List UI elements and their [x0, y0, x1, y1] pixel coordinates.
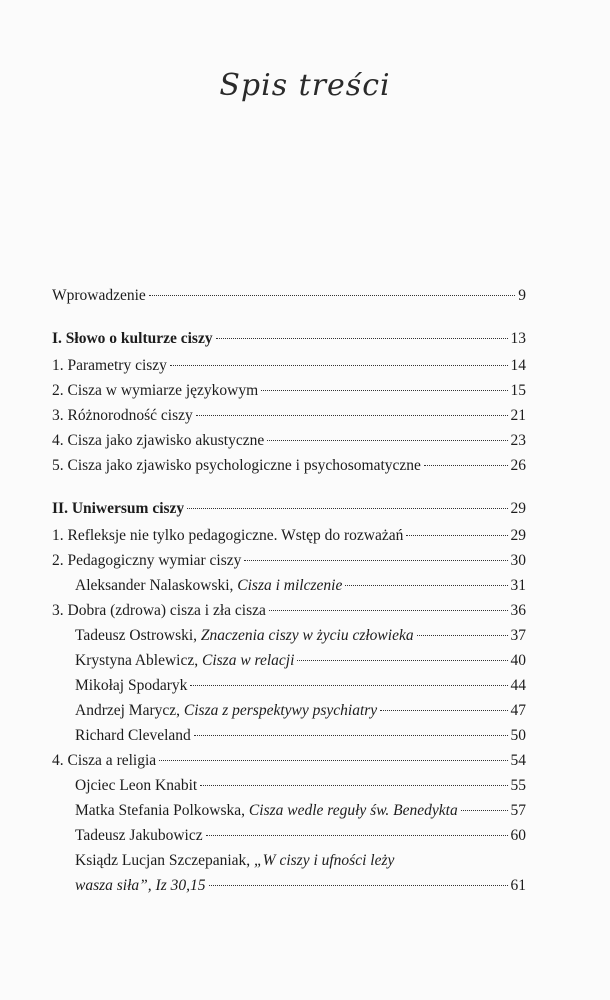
toc-entry-label: Matka Stefania Polkowska, Cisza wedle reguły św. Benedykta: [75, 802, 458, 819]
dot-leader: [194, 734, 508, 736]
toc-entry-label: Richard Cleveland: [75, 727, 191, 744]
dot-leader: [424, 464, 508, 466]
dot-leader: [244, 559, 507, 561]
toc-entry-label: Aleksander Nalaskowski, Cisza i milczenie: [75, 577, 343, 594]
dot-leader: [267, 439, 507, 441]
dot-leader: [190, 684, 507, 686]
toc-subentry: [75, 676, 526, 696]
toc-entry-page: 23: [510, 432, 526, 449]
toc-entry-label: I. Słowo o kulturze ciszy: [52, 330, 213, 347]
dot-leader: [345, 584, 507, 586]
dot-leader: [417, 634, 508, 636]
toc-entry-page: 57: [510, 802, 526, 819]
toc-entry-label: Krystyna Ablewicz, Cisza w relacji: [75, 652, 295, 669]
toc-entry-page: 21: [510, 407, 526, 424]
toc-entry-title: Znaczenia ciszy w życiu człowieka: [200, 627, 414, 644]
toc-subentry: [75, 776, 526, 796]
toc-entry: [52, 526, 526, 546]
toc-entry-page: 47: [510, 702, 526, 719]
toc-entry: [52, 381, 526, 401]
toc-subentry: [75, 726, 526, 746]
toc-subentry: [75, 801, 526, 821]
toc-entry-title: wasza siła”, Iz 30,15: [75, 877, 206, 894]
dot-leader: [209, 884, 508, 886]
dot-leader: [461, 809, 508, 811]
toc-subentry: [75, 651, 526, 671]
toc-subentry: [75, 626, 526, 646]
toc-entry-page: 15: [510, 382, 526, 399]
toc-entry-label: Ojciec Leon Knabit: [75, 777, 198, 794]
toc-entry-label: 1. Parametry ciszy: [52, 357, 167, 374]
dot-leader: [261, 389, 507, 391]
toc-subentry-line2: [75, 876, 526, 896]
toc-entry: [52, 406, 526, 426]
dot-leader: [149, 294, 515, 296]
toc-entry-label: Tadeusz Jakubowicz: [75, 827, 203, 844]
dot-leader: [269, 609, 508, 611]
dot-leader: [196, 414, 508, 416]
toc-entry: [52, 751, 526, 771]
toc-subentry: [75, 701, 526, 721]
toc-entry-label: 4. Cisza a religia: [52, 752, 157, 769]
toc-entry-page: 30: [510, 552, 526, 569]
toc-entry: [52, 456, 526, 476]
toc-entry-page: 50: [510, 727, 526, 744]
toc-entry-label: 5. Cisza jako zjawisko psychologiczne i psychosomatyczne: [52, 457, 421, 474]
toc-entry-page: 36: [510, 602, 526, 619]
toc-entry-label: II. Uniwersum ciszy: [52, 500, 185, 517]
dot-leader: [406, 534, 507, 536]
toc-entry-page: 54: [510, 752, 526, 769]
toc-entry-page: 9: [518, 287, 526, 304]
toc-entry-label: [75, 876, 206, 896]
toc-entry-title: Cisza z perspektywy psychiatry: [183, 702, 378, 719]
dot-leader: [206, 834, 508, 836]
toc-entry-label: Andrzej Marycz, Cisza z perspektywy psychiatry: [75, 702, 378, 719]
dot-leader: [187, 507, 507, 509]
toc-entry-label: Mikołaj Spodaryk: [75, 677, 188, 694]
toc-entry-title: Cisza i milczenie: [237, 577, 343, 594]
toc-entry-page: 61: [510, 877, 526, 894]
toc-entry-label: 3. Różnorodność ciszy: [52, 407, 193, 424]
toc-entry: [52, 601, 526, 621]
dot-leader: [216, 337, 508, 339]
toc-entry-label: Ksiądz Lucjan Szczepaniak,: [75, 852, 255, 869]
dot-leader: [380, 709, 507, 711]
toc-entry-label: 2. Pedagogiczny wymiar ciszy: [52, 552, 242, 569]
toc-entry-page: 29: [510, 500, 526, 517]
toc-entry-title: „W ciszy i ufności leży: [254, 852, 395, 869]
toc-entry-page: 44: [510, 677, 526, 694]
toc-entry: [52, 551, 526, 571]
toc-entry-label: Wprowadzenie: [52, 287, 146, 304]
toc-entry-page: 14: [510, 357, 526, 374]
toc-entry-title: Cisza w relacji: [201, 652, 295, 669]
toc-entry-label: 2. Cisza w wymiarze językowym: [52, 382, 259, 399]
toc-entry-page: 31: [510, 577, 526, 594]
toc-entry-label: 1. Refleksje nie tylko pedagogiczne. Wstęp do rozważań: [52, 527, 404, 544]
toc-subentry: [75, 826, 526, 846]
toc-entry-label: Tadeusz Ostrowski, Znaczenia ciszy w życiu człowieka: [75, 627, 414, 644]
dot-leader: [297, 659, 507, 661]
toc-entry: [52, 356, 526, 376]
toc-entry-page: 60: [510, 827, 526, 844]
toc-entry: [52, 431, 526, 451]
toc-entry-page: 26: [510, 457, 526, 474]
toc-entry-page: 40: [510, 652, 526, 669]
toc-entry-page: 37: [510, 627, 526, 644]
page-title: Spis treści: [219, 68, 391, 103]
toc-entry-page: 29: [510, 527, 526, 544]
toc-entry-page: 13: [510, 330, 526, 347]
toc-chapter-2: [52, 499, 526, 519]
toc-entry-introduction: [52, 286, 526, 306]
toc-entry-title: Cisza wedle reguły św. Benedykta: [248, 802, 458, 819]
dot-leader: [159, 759, 507, 761]
toc-subentry: [75, 576, 526, 596]
toc-entry-label: 3. Dobra (zdrowa) cisza i zła cisza: [52, 602, 266, 619]
toc-chapter-1: [52, 329, 526, 349]
dot-leader: [200, 784, 507, 786]
toc-entry-label: 4. Cisza jako zjawisko akustyczne: [52, 432, 265, 449]
toc-subentry-line1: [75, 851, 394, 871]
toc-entry-page: 55: [510, 777, 526, 794]
dot-leader: [170, 364, 508, 366]
